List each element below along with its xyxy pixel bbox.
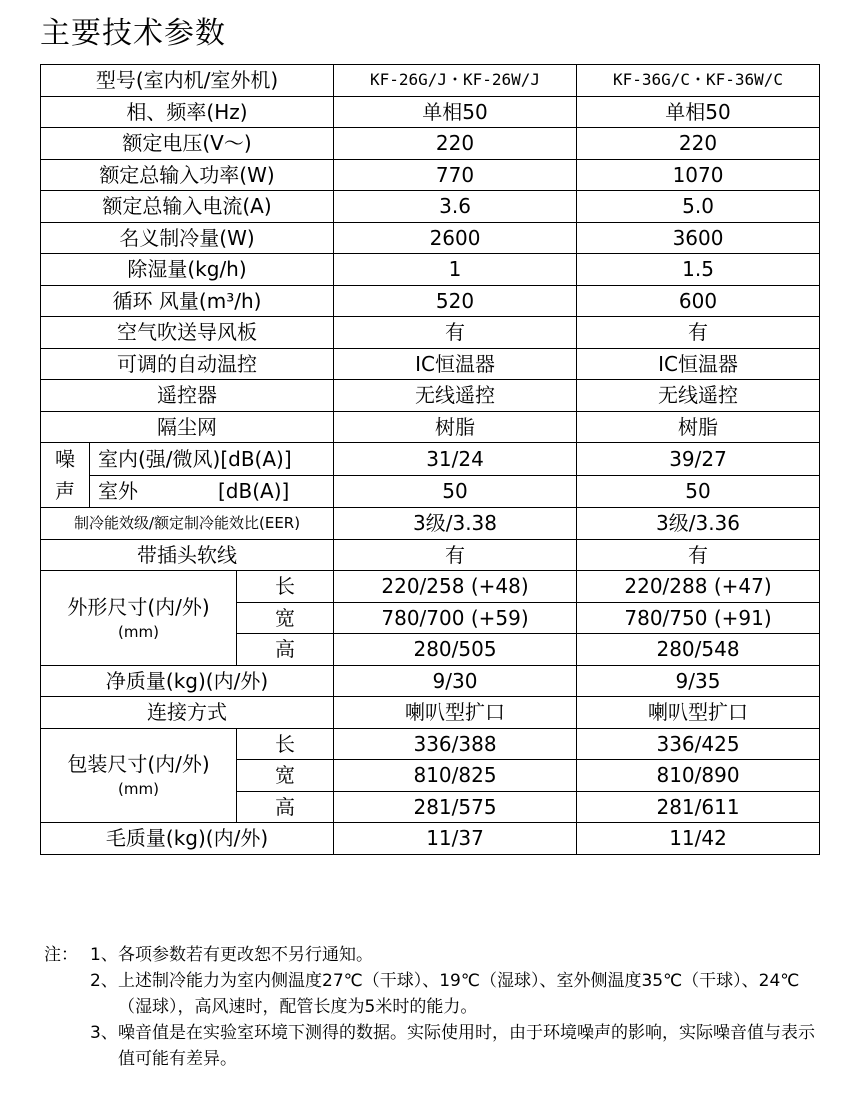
row-label: 可调的自动温控 — [41, 348, 334, 380]
cell-model-b: 3600 — [577, 222, 820, 254]
cell-model-a: 50 — [334, 475, 577, 508]
cell-model-a: 有 — [334, 317, 577, 349]
row-label: 额定总输入电流(A) — [41, 191, 334, 223]
cell-model-a: 喇叭型扩口 — [334, 697, 577, 729]
cell-model-a: 336/388 — [334, 728, 577, 760]
cell-model-a: 3级/3.38 — [334, 508, 577, 540]
cell-model-a: 1 — [334, 254, 577, 286]
cell-model-a: 770 — [334, 159, 577, 191]
table-row — [41, 128, 820, 160]
note-item — [90, 942, 824, 968]
row-label: 遥控器 — [41, 380, 334, 412]
sub-label: 长 — [237, 728, 334, 760]
table-row — [41, 285, 820, 317]
cell-model-b: 有 — [577, 539, 820, 571]
cell-model-b: 50 — [577, 475, 820, 508]
table-row — [41, 475, 820, 508]
sub-label: 高 — [237, 634, 334, 666]
header-label: 型号(室内机/室外机) — [41, 65, 334, 97]
cell-model-a: 220 — [334, 128, 577, 160]
note-text: 各项参数若有更改恕不另行通知。 — [118, 945, 373, 965]
sub-label: 宽 — [237, 602, 334, 634]
note-text: 噪音值是在实验室环境下测得的数据。实际使用时，由于环境噪声的影响，实际噪音值与表示值可能有差异。 — [118, 1023, 815, 1069]
cell-model-b: 单相50 — [577, 96, 820, 128]
cell-model-b: 280/548 — [577, 634, 820, 666]
cell-model-b: 喇叭型扩口 — [577, 697, 820, 729]
header-model-a: KF-26G/J・KF-26W/J — [334, 65, 577, 97]
cell-model-a: IC恒温器 — [334, 348, 577, 380]
table-row — [41, 96, 820, 128]
cell-model-a: 无线遥控 — [334, 380, 577, 412]
row-label: 净质量(kg)(内/外) — [41, 665, 334, 697]
outer-size-label: 外形尺寸(内/外) — [67, 594, 210, 619]
cell-model-a: 31/24 — [334, 443, 577, 476]
table-row — [41, 254, 820, 286]
table-row — [41, 317, 820, 349]
row-label: 制冷能效级/额定制冷能效比(EER) — [41, 508, 334, 540]
outer-size-unit: (mm) — [118, 622, 159, 641]
row-label: 额定电压(V〜) — [41, 128, 334, 160]
note-text: 上述制冷能力为室内侧温度27℃（干球）、19℃（湿球）、室外侧温度35℃（干球）、24℃（湿球），高风速时，配管长度为5米时的能力。 — [118, 971, 800, 1017]
cell-model-a: 3.6 — [334, 191, 577, 223]
outer-size-group-label — [41, 571, 237, 666]
cell-model-b: 树脂 — [577, 411, 820, 443]
row-label: 带插头软线 — [41, 539, 334, 571]
table-row — [41, 411, 820, 443]
cell-model-b: 281/611 — [577, 791, 820, 823]
cell-model-a: 9/30 — [334, 665, 577, 697]
notes-lead: 注： — [44, 945, 78, 965]
cell-model-b: 336/425 — [577, 728, 820, 760]
row-label: 额定总输入功率(W) — [41, 159, 334, 191]
cell-model-b: IC恒温器 — [577, 348, 820, 380]
cell-model-a: 520 — [334, 285, 577, 317]
table-row — [41, 159, 820, 191]
pack-size-unit: (mm) — [118, 780, 159, 798]
cell-model-a: 220/258 (+48) — [334, 571, 577, 603]
cell-model-b: 780/750 (+91) — [577, 602, 820, 634]
row-label: 室内(强/微风)[dB(A)] — [90, 443, 334, 476]
cell-model-a: 11/37 — [334, 823, 577, 855]
row-label: 连接方式 — [41, 697, 334, 729]
cell-model-b: 810/890 — [577, 760, 820, 792]
cell-model-b: 220/288 (+47) — [577, 571, 820, 603]
note-item — [90, 968, 824, 1020]
row-label: 毛质量(kg)(内/外) — [41, 823, 334, 855]
table-row — [41, 222, 820, 254]
cell-model-a: 有 — [334, 539, 577, 571]
cell-model-a: 树脂 — [334, 411, 577, 443]
cell-model-b: 9/35 — [577, 665, 820, 697]
table-row — [41, 443, 820, 476]
row-label: 室外 [dB(A)] — [90, 475, 334, 508]
cell-model-b: 有 — [577, 317, 820, 349]
cell-model-a: 780/700 (+59) — [334, 602, 577, 634]
cell-model-b: 11/42 — [577, 823, 820, 855]
sub-label: 宽 — [237, 760, 334, 792]
cell-model-b: 1070 — [577, 159, 820, 191]
pack-size-group-label — [41, 728, 237, 823]
notes-block — [44, 942, 824, 1072]
cell-model-b: 3级/3.36 — [577, 508, 820, 540]
cell-model-b: 600 — [577, 285, 820, 317]
table-row — [41, 348, 820, 380]
row-label: 循环 风量(m³/h) — [41, 285, 334, 317]
table-row — [41, 508, 820, 540]
table-row — [41, 191, 820, 223]
cell-model-b: 1.5 — [577, 254, 820, 286]
table-row — [41, 571, 820, 603]
cell-model-a: 281/575 — [334, 791, 577, 823]
cell-model-a: 2600 — [334, 222, 577, 254]
header-model-b: KF-36G/C・KF-36W/C — [577, 65, 820, 97]
table-row — [41, 728, 820, 760]
cell-model-a: 单相50 — [334, 96, 577, 128]
cell-model-a: 280/505 — [334, 634, 577, 666]
table-row — [41, 697, 820, 729]
table-header-row — [41, 65, 820, 97]
noise-group-label — [41, 443, 90, 508]
cell-model-b: 5.0 — [577, 191, 820, 223]
table-row — [41, 539, 820, 571]
row-label: 名义制冷量(W) — [41, 222, 334, 254]
page-title: 主要技术参数 — [40, 16, 226, 51]
note-item — [90, 1020, 824, 1072]
note-number: 2、 — [90, 971, 118, 991]
cell-model-b: 220 — [577, 128, 820, 160]
table-row — [41, 380, 820, 412]
row-label: 相、频率(Hz) — [41, 96, 334, 128]
row-label: 隔尘网 — [41, 411, 334, 443]
sub-label: 长 — [237, 571, 334, 603]
notes-section — [44, 942, 824, 1072]
cell-model-b: 39/27 — [577, 443, 820, 476]
cell-model-b: 无线遥控 — [577, 380, 820, 412]
table-row — [41, 823, 820, 855]
noise-group-text: 噪声 — [55, 447, 75, 503]
cell-model-a: 810/825 — [334, 760, 577, 792]
table-row — [41, 665, 820, 697]
sub-label: 高 — [237, 791, 334, 823]
notes-list — [90, 942, 824, 1072]
pack-size-label: 包装尺寸(内/外) — [67, 752, 210, 776]
row-label: 空气吹送导风板 — [41, 317, 334, 349]
note-number: 3、 — [90, 1023, 118, 1043]
note-number: 1、 — [90, 945, 118, 965]
spec-table — [40, 64, 820, 855]
row-label: 除湿量(kg/h) — [41, 254, 334, 286]
